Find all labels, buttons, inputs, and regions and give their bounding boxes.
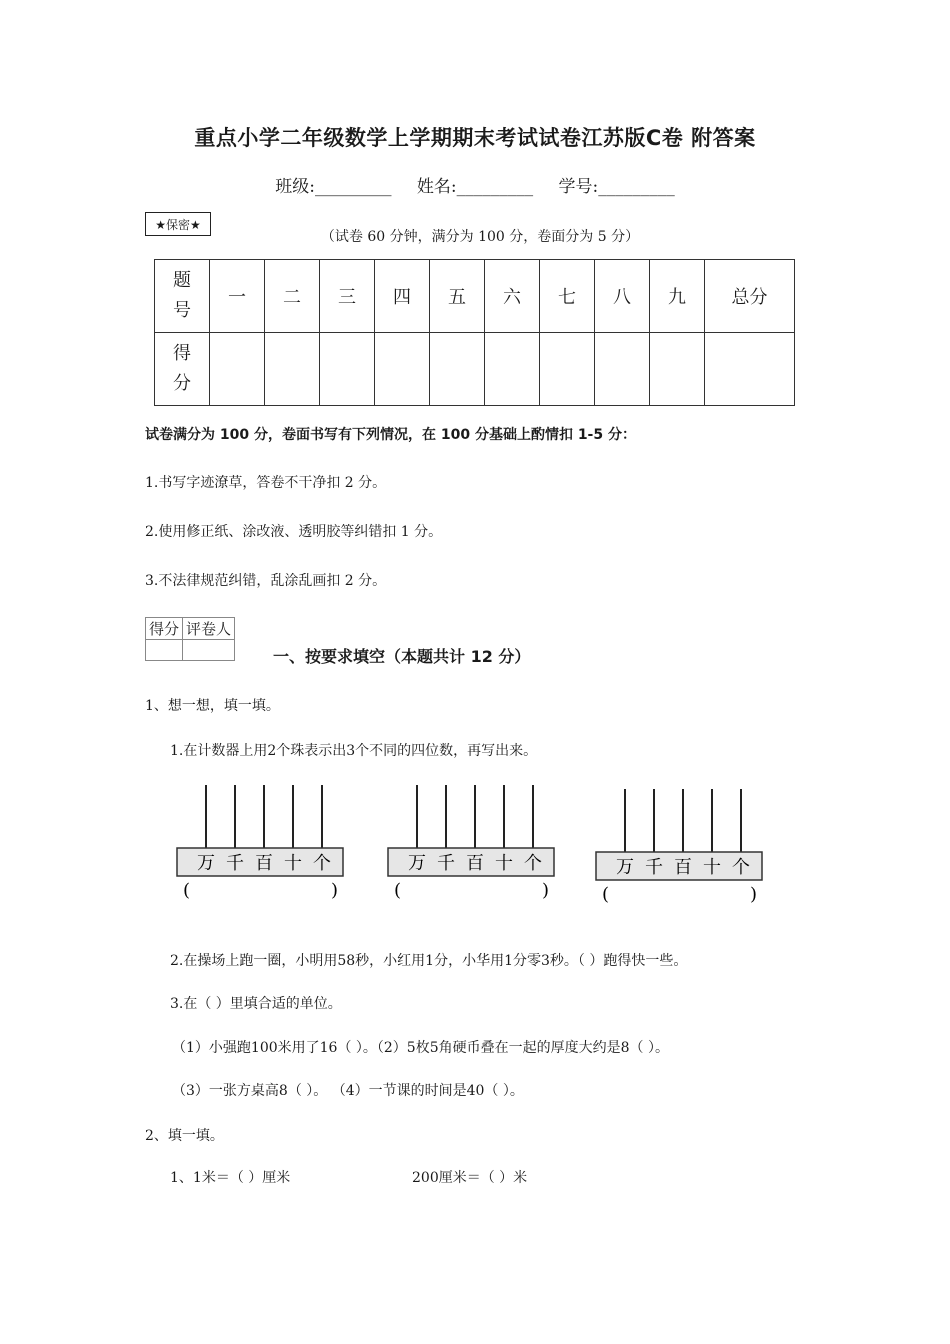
score-cell[interactable] [595, 333, 650, 406]
class-field[interactable]: 班级:_________ [275, 177, 392, 197]
total-score-cell[interactable] [705, 333, 795, 406]
column-header: 六 [485, 260, 540, 333]
score-cell[interactable] [650, 333, 705, 406]
rules-heading: 试卷满分为 100 分，卷面书写有下列情况，在 100 分基础上酌情扣 1-5 分： [145, 427, 636, 443]
answer-paren-open: ( [602, 884, 610, 905]
exam-note: （试卷 60 分钟，满分为 100 分，卷面分为 5 分） [320, 229, 640, 245]
grader-name-cell[interactable] [183, 640, 235, 661]
column-header: 一 [210, 260, 265, 333]
score-cell[interactable] [265, 333, 320, 406]
question-1-3-parts-b: （3）一张方桌高8（ ）。 （4）一节课的时间是40（ ）。 [172, 1083, 524, 1099]
score-row-header: 得 分 [155, 333, 210, 406]
answer-paren-open: ( [394, 880, 402, 901]
answer-paren-open: ( [183, 880, 191, 901]
student-id-field[interactable]: 学号:_________ [558, 177, 675, 197]
question-1-2: 2.在操场上跑一圈，小明用58秒，小红用1分，小华用1分零3秒。（ ）跑得快一些。 [170, 953, 688, 969]
grader-box [145, 617, 235, 661]
answer-paren-close: ) [542, 880, 550, 901]
rule-item: 1.书写字迹潦草，答卷不干净扣 2 分。 [145, 475, 387, 491]
column-header: 三 [320, 260, 375, 333]
abacus-label: 十 [495, 853, 513, 874]
abacus-label: 个 [524, 853, 542, 874]
column-header: 八 [595, 260, 650, 333]
abacus-label: 千 [226, 853, 244, 874]
name-field[interactable]: 姓名:_________ [416, 177, 534, 197]
score-cell[interactable] [485, 333, 540, 406]
section-one-title: 一、按要求填空（本题共计 12 分） [273, 647, 531, 666]
abacus-label: 百 [674, 857, 692, 878]
question-1-3-parts-a: （1）小强跑100米用了16（ ）。（2）5枚5角硬币叠在一起的厚度大约是8（ ）。 [172, 1040, 669, 1056]
score-cell[interactable] [210, 333, 265, 406]
column-header: 五 [430, 260, 485, 333]
student-info [0, 172, 950, 197]
answer-paren-close: ) [750, 884, 758, 905]
abacus-label: 千 [645, 857, 663, 878]
grader-score-cell[interactable] [146, 640, 183, 661]
abacus-label: 十 [703, 857, 721, 878]
abacus-label: 个 [313, 853, 331, 874]
answer-paren-close: ) [331, 880, 339, 901]
total-column-header: 总分 [705, 260, 795, 333]
question-1-1: 1.在计数器上用2个珠表示出3个不同的四位数，再写出来。 [170, 743, 538, 759]
abacus-diagram [175, 782, 345, 902]
abacus-label: 千 [437, 853, 455, 874]
question-1-3: 3.在（ ）里填合适的单位。 [170, 996, 342, 1012]
abacus-label: 百 [255, 853, 273, 874]
question-number-header: 题 号 [155, 260, 210, 333]
abacus-label: 十 [284, 853, 302, 874]
rule-item: 2.使用修正纸、涂改液、透明胶等纠错扣 1 分。 [145, 524, 443, 540]
abacus-label: 万 [197, 853, 215, 874]
column-header: 四 [375, 260, 430, 333]
abacus-label: 万 [616, 857, 634, 878]
score-cell[interactable] [430, 333, 485, 406]
grader-score-label: 得分 [146, 618, 183, 640]
question-2-1a: 1、1米＝（ ）厘米 [170, 1170, 291, 1186]
score-cell[interactable] [540, 333, 595, 406]
score-cell[interactable] [320, 333, 375, 406]
abacus-label: 百 [466, 853, 484, 874]
column-header: 七 [540, 260, 595, 333]
question-2-1b: 200厘米＝（ ）米 [412, 1170, 528, 1186]
abacus-diagram [386, 782, 556, 902]
abacus-diagram [594, 786, 764, 906]
grader-name-label: 评卷人 [183, 618, 235, 640]
question-1-title: 1、想一想，填一填。 [145, 698, 280, 714]
rule-item: 3.不法律规范纠错，乱涂乱画扣 2 分。 [145, 573, 387, 589]
confidential-badge: ★保密★ [145, 212, 211, 236]
question-2-title: 2、填一填。 [145, 1128, 224, 1144]
abacus-label: 个 [732, 857, 750, 878]
score-cell[interactable] [375, 333, 430, 406]
score-table [154, 259, 795, 406]
abacus-label: 万 [408, 853, 426, 874]
column-header: 九 [650, 260, 705, 333]
page-title: 重点小学二年级数学上学期期末考试试卷江苏版C卷 附答案 [194, 126, 756, 150]
column-header: 二 [265, 260, 320, 333]
